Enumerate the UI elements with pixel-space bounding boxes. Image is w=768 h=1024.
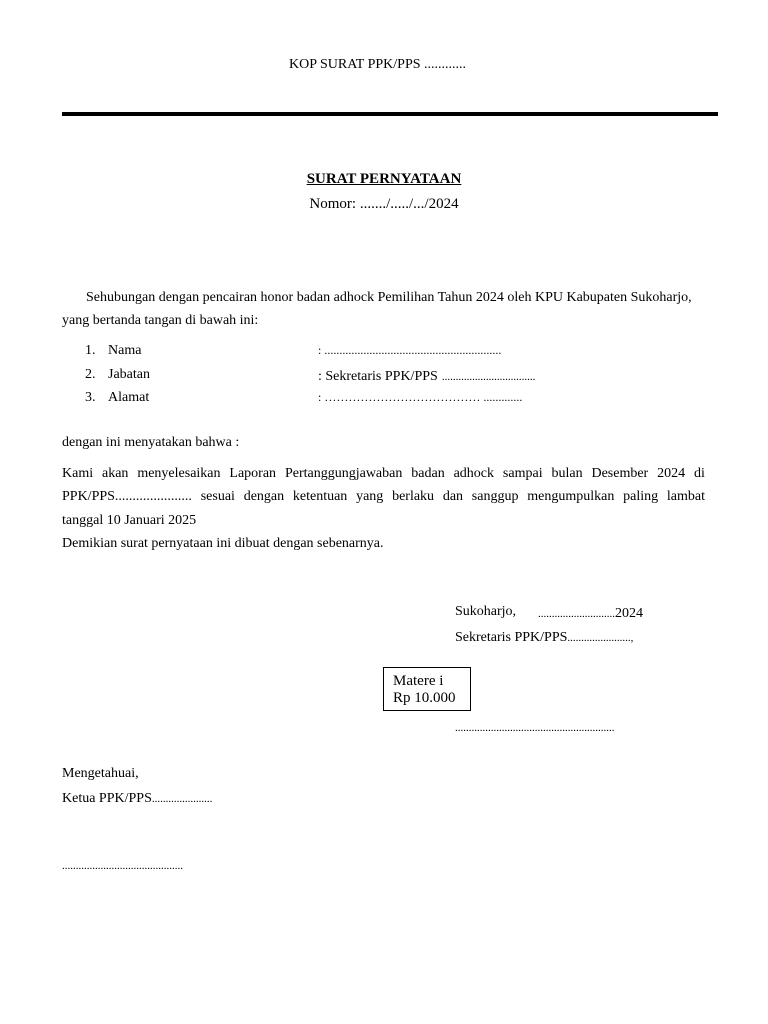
acknowledge-position-dots: ...................... [151,793,213,805]
document-number: Nomor: ......./...../.../2024 [309,196,459,212]
word: bulan [551,466,583,481]
letterhead-divider [62,112,718,116]
word: Pertanggungjawaban [284,466,403,481]
statement-line-3: tanggal 10 Januari 2025 [62,513,197,528]
intro-line-1: Sehubungan dengan pencairan honor badan adhock Pemilihan Tahun 2024 oleh KPU Kabupaten Sukoharjo, [86,290,692,305]
signature-name-line: .......................................................... [455,722,615,734]
acknowledge-name-line: ............................................ [62,860,183,872]
field-value-position-dots: .................................. [441,371,536,383]
revenue-stamp-box [383,667,471,711]
signature-position [455,628,633,646]
document-title: SURAT PERNYATAAN [306,171,462,187]
field-value-name: : ........................................................... [318,343,502,357]
word: sampai [502,466,543,481]
word: PPK/PPS...................... [62,489,192,504]
word: sesuai [200,489,235,504]
signature-date-dots: ............................ [538,608,615,620]
word: berlaku [392,489,435,504]
field-number: 1. [85,343,96,358]
acknowledge-position-text: Ketua PPK/PPS [62,791,152,806]
word: lambat [666,489,705,504]
letterhead: KOP SURAT PPK/PPS ............ [289,57,467,72]
field-label-position: Jabatan [108,367,150,382]
signature-date [538,604,643,622]
word: mengumpulkan [527,489,615,504]
word: akan [102,466,129,481]
stamp-line-1: Matere i [393,673,444,689]
word: dengan [243,489,285,504]
word: dan [442,489,464,504]
word: Desember [591,466,649,481]
field-label-address: Alamat [108,390,150,405]
word: 2024 [657,466,686,481]
acknowledge-label: Mengetahuai, [62,766,139,781]
word: yang [356,489,384,504]
word: Laporan [229,466,277,481]
word: di [694,466,705,481]
word: adhock [453,466,495,481]
word: sanggup [471,489,519,504]
word: menyelesaikan [137,466,221,481]
word: paling [623,489,659,504]
field-value-position-text: : Sekretaris PPK/PPS [318,369,438,384]
word: badan [411,466,445,481]
statement-line-2 [62,489,705,505]
word: Kami [62,466,94,481]
signature-position-text: Sekretaris PPK/PPS [455,630,568,645]
field-number: 3. [85,390,96,405]
closing-statement: Demikian surat pernyataan ini dibuat dengan sebenarnya. [62,536,384,551]
stamp-line-2: Rp 10.000 [393,690,456,706]
statement-intro: dengan ini menyatakan bahwa : [62,435,240,450]
intro-line-2: yang bertanda tangan di bawah ini: [62,313,259,328]
signature-place: Sukoharjo, [455,604,517,619]
acknowledge-position [62,789,212,807]
signature-year: 2024 [615,606,643,621]
field-number: 2. [85,367,96,382]
statement-line-1 [62,466,705,482]
field-value-position [318,367,535,385]
signature-position-dots: ......................., [567,632,634,644]
field-value-address: : ………………………………… ............. [318,390,523,404]
word: ketentuan [292,489,348,504]
field-label-name: Nama [108,343,142,358]
